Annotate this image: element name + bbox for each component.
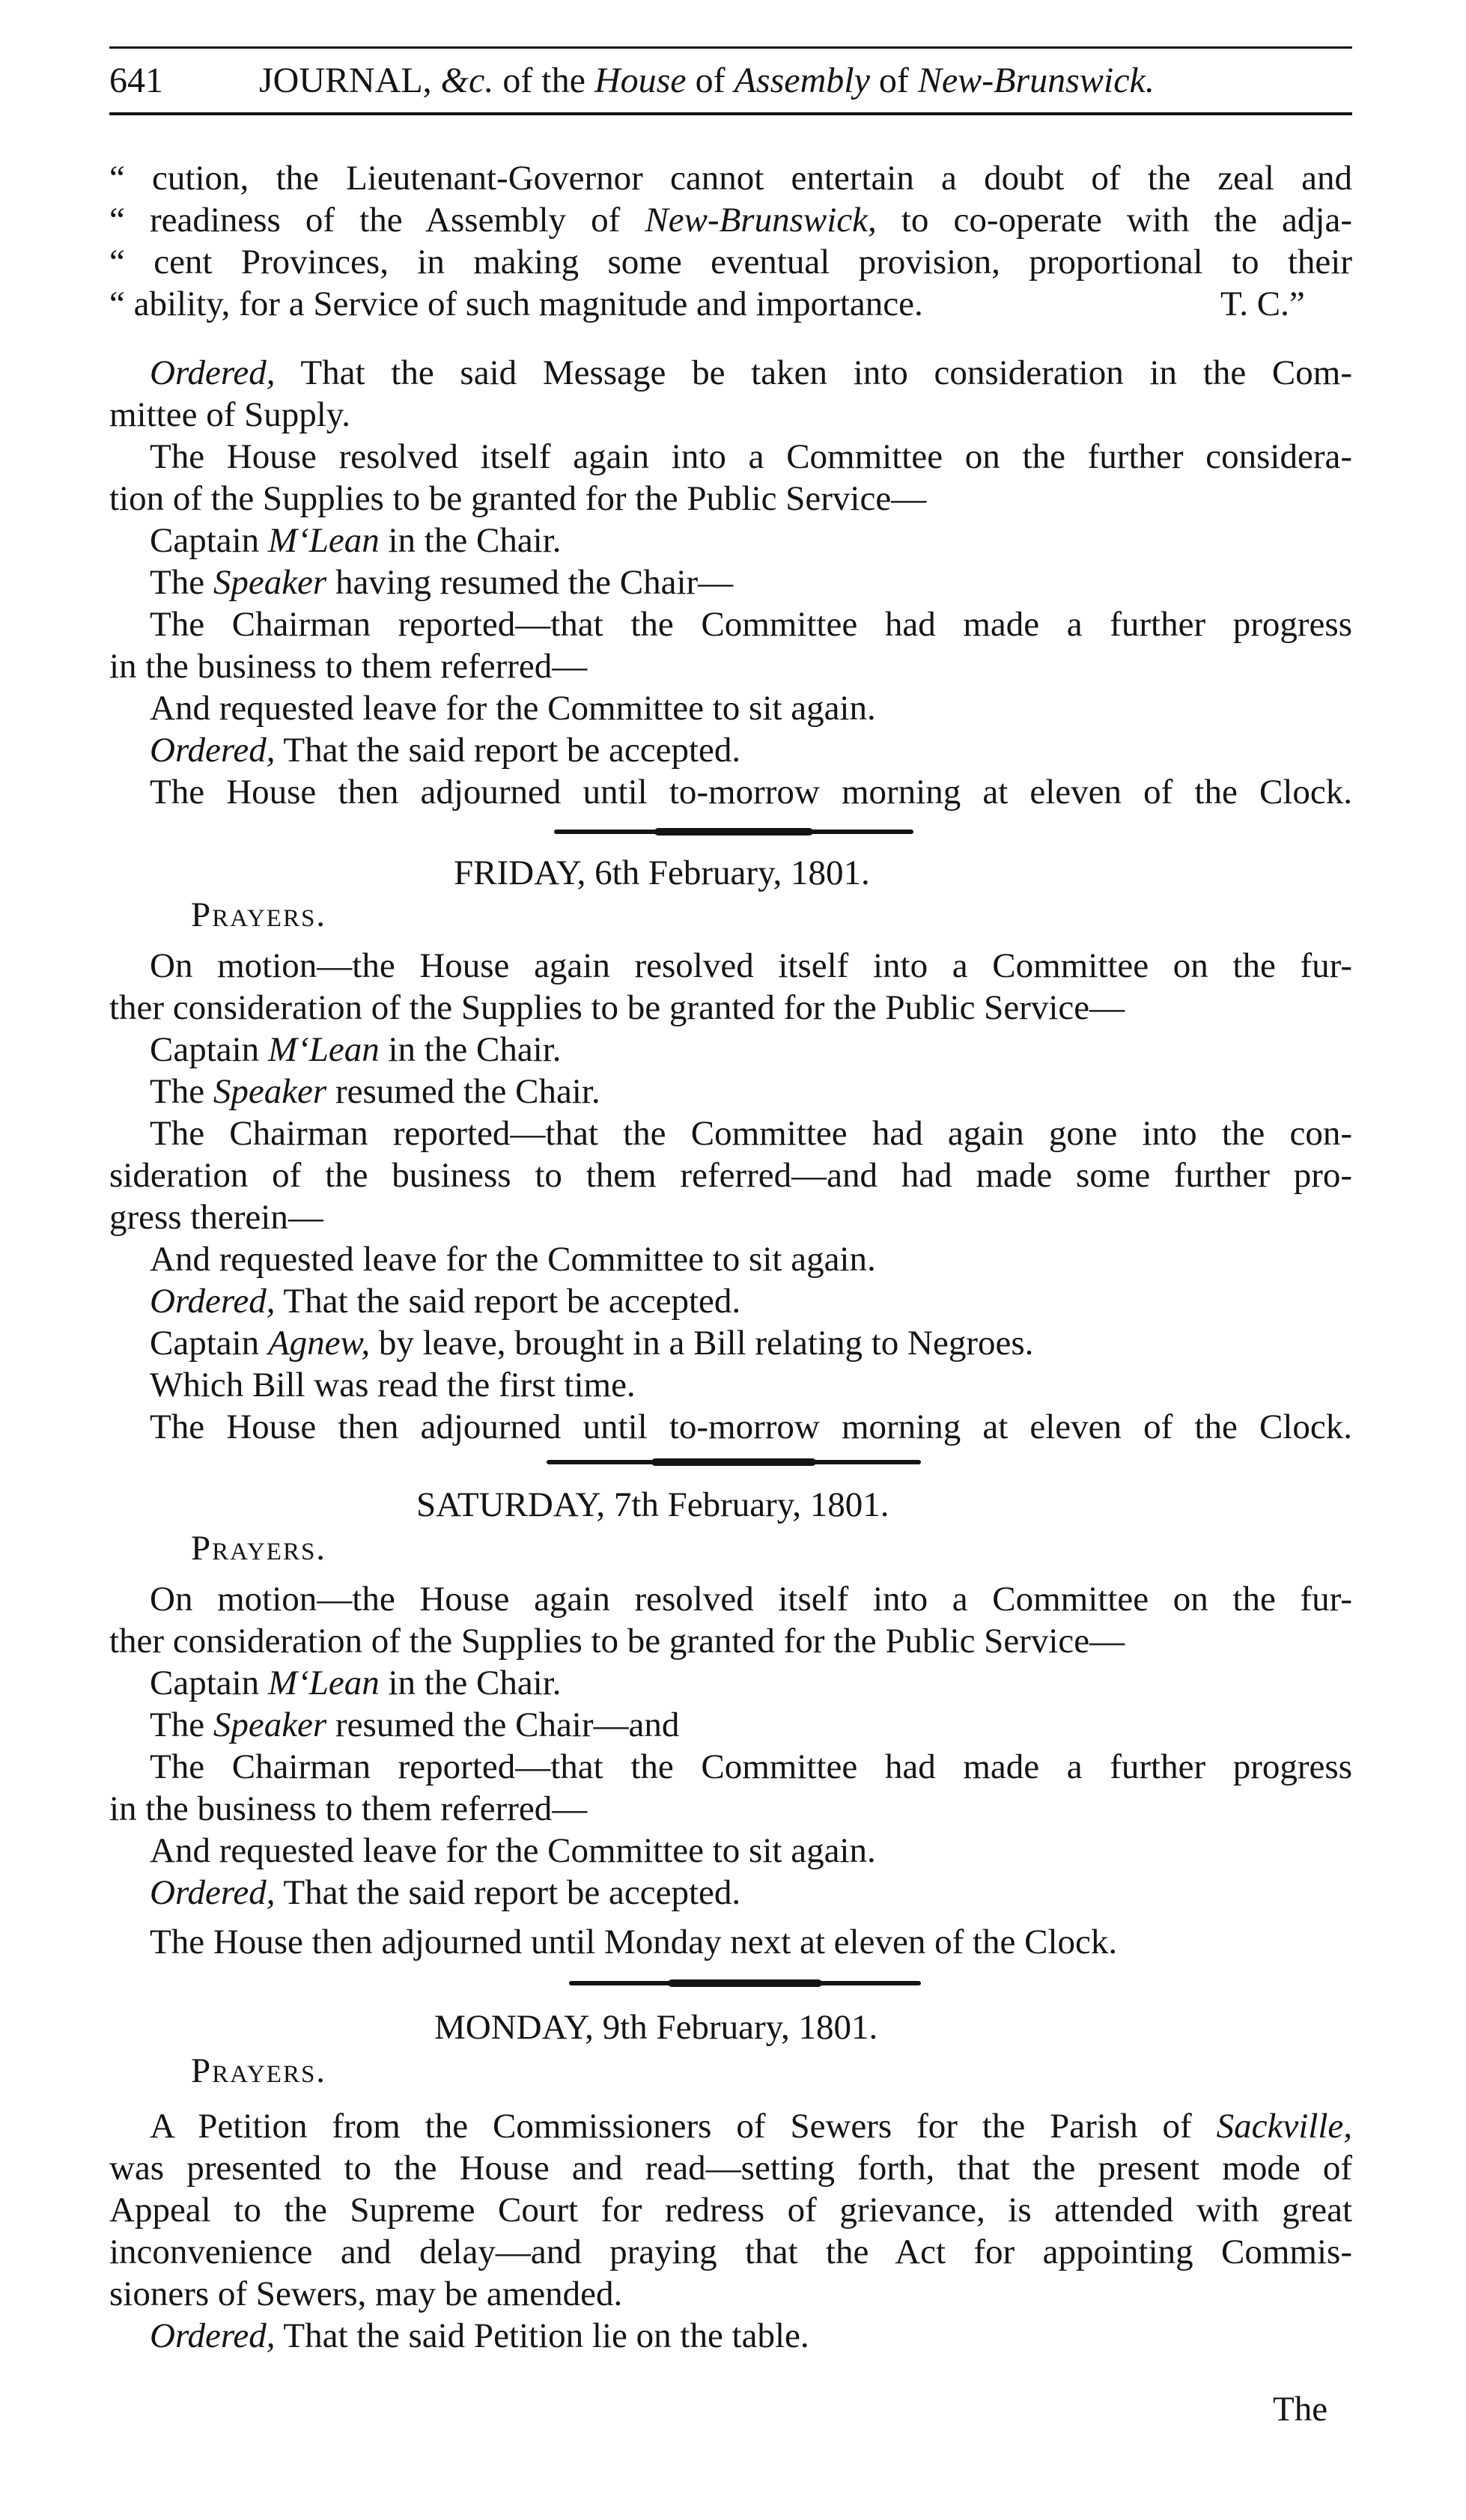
title-part: JOURNAL, — [259, 61, 441, 100]
text-line: The Chairman reported—that the Committee had made a further progress — [150, 605, 1352, 644]
section-divider — [554, 830, 913, 834]
prayers-label: Prayers. — [191, 2051, 327, 2090]
text-line: inconvenience and delay—and praying that the Act for appointing Commis- — [109, 2233, 1352, 2271]
text-line: mittee of Supply. — [109, 395, 351, 434]
running-title — [259, 58, 1155, 103]
title-part: of the — [493, 61, 594, 100]
running-head — [109, 46, 1352, 115]
text-line: The House then adjourned until to-morrow morning at eleven of the Clock. — [150, 1407, 1352, 1446]
text-line: “ cution, the Lieutenant-Governor cannot entertain a doubt of the zeal and — [109, 159, 1352, 198]
title-part: &c. — [440, 61, 494, 100]
signature-initials: T. C.” — [1220, 284, 1305, 323]
text-line: The Speaker resumed the Chair—and — [150, 1705, 680, 1744]
text-line: sideration of the business to them referred—and had made some further pro- — [109, 1156, 1352, 1195]
text-line: “ readiness of the Assembly of New-Brunswick, to co-operate with the adja- — [109, 201, 1352, 240]
title-part: of — [869, 61, 918, 100]
text-line: was presented to the House and read—setting forth, that the present mode of — [109, 2149, 1352, 2188]
text-line: Which Bill was read the first time. — [150, 1366, 636, 1404]
text-line: sioners of Sewers, may be amended. — [109, 2274, 623, 2313]
text-line: tion of the Supplies to be granted for the Public Service— — [109, 479, 927, 518]
catchword: The — [1273, 2390, 1328, 2429]
section-divider — [569, 1981, 921, 1985]
text-line: in the business to them referred— — [109, 1789, 588, 1828]
text-line: And requested leave for the Committee to sit again. — [150, 1831, 876, 1870]
page-number: 641 — [109, 61, 163, 100]
text-line: A Petition from the Commissioners of Sewers for the Parish of Sackville, — [150, 2107, 1352, 2146]
text-line: ther consideration of the Supplies to be granted for the Public Service— — [109, 988, 1125, 1027]
day-heading-saturday: SATURDAY, 7th February, 1801. — [416, 1485, 889, 1524]
text-line: Ordered, That the said Petition lie on the table. — [150, 2316, 809, 2355]
text-line: Appeal to the Supreme Court for redress of grievance, is attended with great — [109, 2191, 1352, 2230]
text-line: Ordered, That the said report be accepted. — [150, 731, 741, 770]
text-line: And requested leave for the Committee to sit again. — [150, 689, 876, 728]
header-rule-top — [109, 46, 1352, 49]
text-line: Ordered, That the said report be accepted. — [150, 1873, 741, 1912]
prayers-label: Prayers. — [191, 1529, 327, 1568]
text-line: The Speaker resumed the Chair. — [150, 1072, 600, 1111]
day-heading-monday: MONDAY, 9th February, 1801. — [434, 2008, 878, 2047]
day-heading-friday: FRIDAY, 6th February, 1801. — [454, 853, 870, 892]
text-line: And requested leave for the Committee to sit again. — [150, 1240, 876, 1279]
text-line: Captain M‘Lean in the Chair. — [150, 521, 562, 560]
section-divider — [547, 1460, 921, 1464]
text-line: Captain Agnew, by leave, brought in a Bill relating to Negroes. — [150, 1324, 1034, 1363]
text-line: The House resolved itself again into a Committee on the further considera- — [150, 437, 1352, 476]
text-line: “ ability, for a Service of such magnitude and importance. — [109, 284, 923, 323]
title-part: of — [686, 61, 734, 100]
text-line: The House then adjourned until to-morrow morning at eleven of the Clock. — [150, 773, 1352, 812]
title-part: New-Brunswick. — [917, 61, 1155, 100]
text-line: “ cent Provinces, in making some eventual provision, proportional to their — [109, 243, 1352, 281]
text-line: in the business to them referred— — [109, 647, 588, 686]
title-part: Assembly — [734, 61, 870, 100]
text-line: The Chairman reported—that the Committee had made a further progress — [150, 1747, 1352, 1786]
text-line: The Speaker having resumed the Chair— — [150, 563, 734, 602]
header-rule-bottom — [109, 112, 1352, 115]
text-line: On motion—the House again resolved itself into a Committee on the fur- — [150, 946, 1352, 985]
text-line: Captain M‘Lean in the Chair. — [150, 1030, 562, 1069]
text-line: Captain M‘Lean in the Chair. — [150, 1664, 562, 1702]
prayers-label: Prayers. — [191, 895, 327, 934]
text-line: ther consideration of the Supplies to be granted for the Public Service— — [109, 1622, 1125, 1661]
title-part: House — [594, 61, 687, 100]
text-line: On motion—the House again resolved itself into a Committee on the fur- — [150, 1580, 1352, 1619]
text-line: The House then adjourned until Monday next at eleven of the Clock. — [150, 1923, 1118, 1961]
text-line: The Chairman reported—that the Committee had again gone into the con- — [150, 1114, 1352, 1153]
text-line: Ordered, That the said Message be taken into consideration in the Com- — [150, 353, 1352, 392]
text-line: Ordered, That the said report be accepted. — [150, 1282, 741, 1321]
text-line: gress therein— — [109, 1198, 323, 1237]
